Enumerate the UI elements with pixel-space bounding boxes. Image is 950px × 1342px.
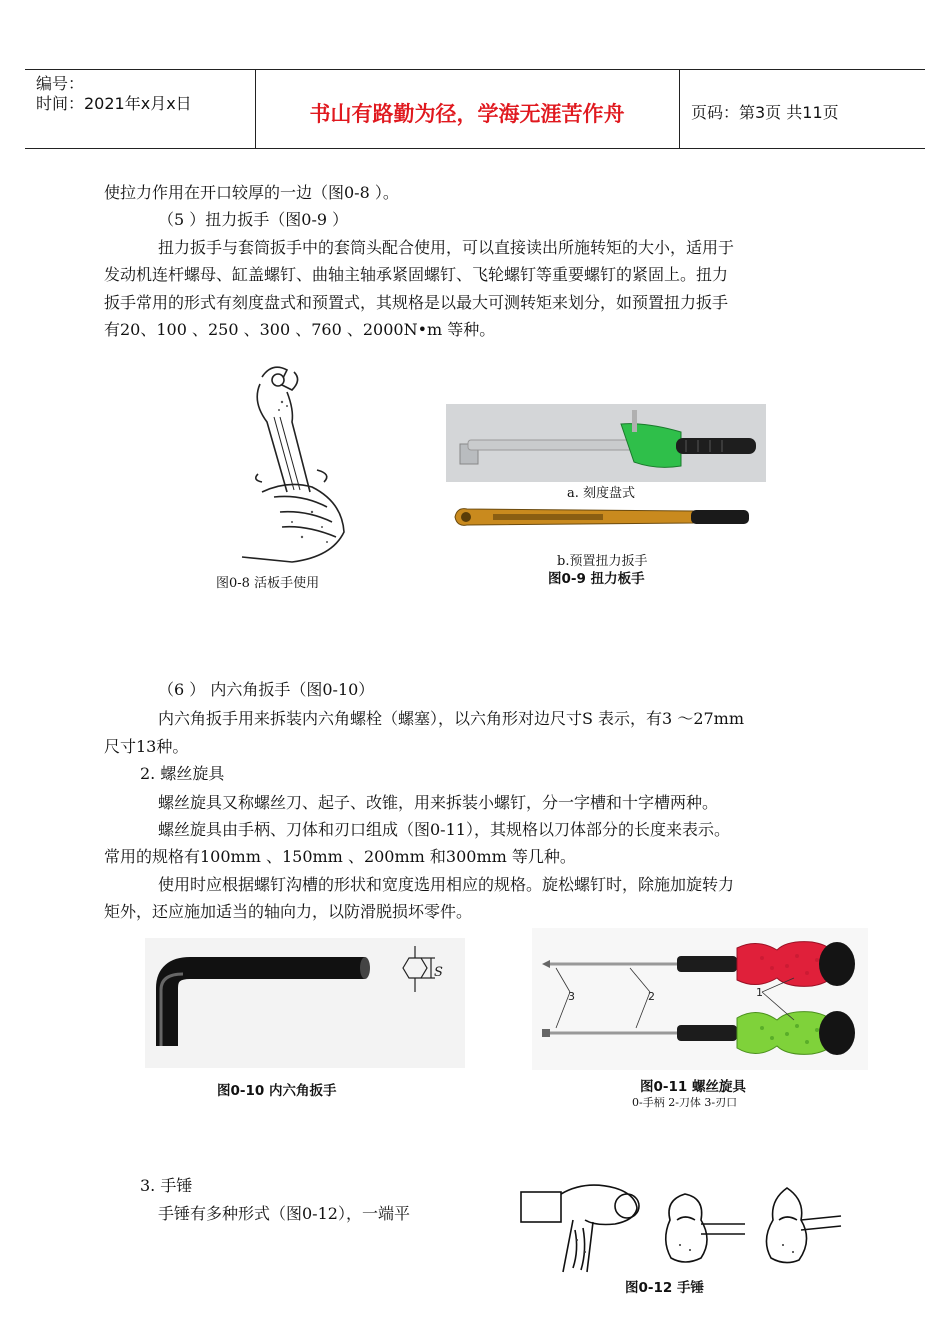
paragraph-line: 内六角扳手用来拆装内六角螺栓（螺塞），以六角形对边尺寸S 表示，有3 ～27mm (158, 709, 745, 728)
figure-hex-key (145, 938, 465, 1068)
paragraph-line: 尺寸13种。 (104, 737, 189, 756)
paragraph-line: 使用时应根据螺钉沟槽的形状和宽度选用相应的规格。旋松螺钉时，除施加旋转力 (158, 875, 735, 894)
paragraph-line: 发动机连杆螺母、缸盖螺钉、曲轴主轴承紧固螺钉、飞轮螺钉等重要螺钉的紧固上。扭力 (104, 265, 729, 284)
screwdriver-label-1: 1 (756, 986, 763, 999)
figure-hammers (515, 1180, 845, 1275)
paragraph-line: 使拉力作用在开口较厚的一边（图0-8 ）。 (104, 183, 399, 202)
doc-time: 时间：2021年x月x日 (36, 94, 192, 113)
paragraph-line: 手锤有多种形式（图0-12），一端平 (158, 1204, 410, 1223)
screwdriver-label-2: 2 (648, 990, 655, 1003)
figure-caption: 图0-9 扭力板手 (548, 571, 645, 587)
figure-caption: 图0-8 活板手使用 (216, 576, 320, 591)
header-page-cell (680, 70, 925, 148)
figure-screwdrivers (532, 928, 868, 1070)
figure-caption: 图0-11 螺丝旋具 (640, 1079, 746, 1095)
screwdriver-label-3: 3 (568, 990, 575, 1003)
figure-caption: 图0-12 手锤 (625, 1280, 704, 1296)
paragraph-line: 常用的规格有100mm 、150mm 、200mm 和300mm 等几种。 (104, 847, 576, 866)
paragraph-line: 螺丝旋具由手柄、刀体和刃口组成（图0-11），其规格以刀体部分的长度来表示。 (158, 820, 730, 839)
page-info: 页码：第3页 共11页 (691, 103, 839, 122)
figure-dial-torque-wrench (446, 404, 766, 482)
paragraph-line: 有20、100 、250 、300 、760 、2000N•m 等种。 (104, 320, 496, 339)
page-header (25, 69, 925, 149)
figure-caption: 图0-10 内六角扳手 (217, 1083, 337, 1099)
section-title-2: 2. 螺丝旋具 (140, 764, 225, 783)
figure-subcaption: a. 刻度盘式 (567, 486, 636, 501)
paragraph-line: 矩外，还应施加适当的轴向力，以防滑脱损坏零件。 (104, 902, 473, 921)
doc-number: 编号： (36, 74, 85, 93)
header-motto-cell (255, 70, 680, 148)
header-meta (25, 70, 256, 148)
section-title-3: 3. 手锤 (140, 1176, 193, 1195)
section-title-6: （6 ） 内六角扳手（图0-10） (158, 680, 375, 699)
paragraph-line: 扭力扳手与套筒扳手中的套筒头配合使用，可以直接读出所施转矩的大小，适用于 (158, 238, 735, 257)
motto: 书山有路勤为径，学海无涯苦作舟 (309, 102, 625, 126)
figure-preset-torque-wrench (453, 503, 753, 531)
section-title-5: （5 ）扭力扳手（图0-9 ） (158, 210, 349, 229)
paragraph-line: 扳手常用的形式有刻度盘式和预置式，其规格是以最大可测转矩来划分，如预置扭力扳手 (104, 293, 729, 312)
figure-subcaption: 0-手柄 2-刀体 3-刃口 (632, 1096, 738, 1109)
figure-subcaption: b.预置扭力扳手 (557, 554, 648, 569)
paragraph-line: 螺丝旋具又称螺丝刀、起子、改锥，用来拆装小螺钉，分一字槽和十字槽两种。 (158, 793, 719, 812)
figure-adjustable-wrench-hand (232, 362, 362, 572)
hex-size-label: S (434, 965, 443, 980)
